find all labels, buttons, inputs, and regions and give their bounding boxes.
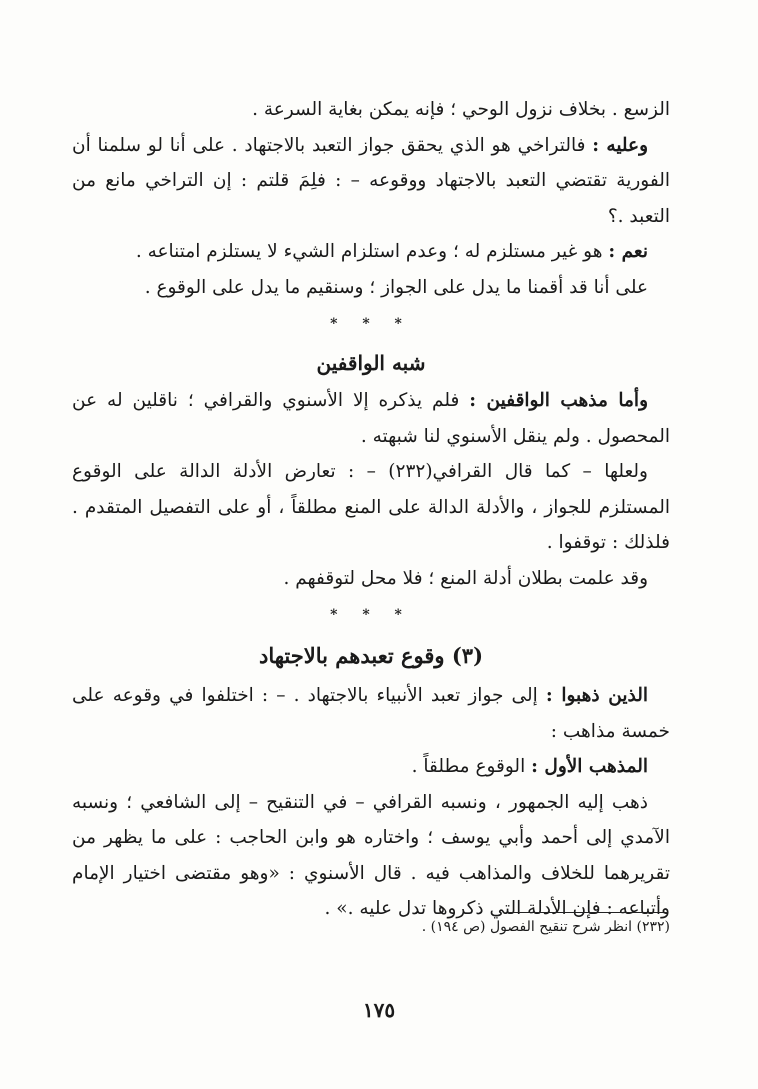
paragraph-lead: وعليه : — [592, 134, 649, 156]
paragraph: ذهب إليه الجمهور ، ونسبه القرافي – في التنقيح – إلى الشافعي ؛ ونسبه الآمدي إلى أحمد وأبي يوسف ؛ واختاره هو وابن الحاجب : على ما يظهر من تقريرهما للخلاف والمذاهب فيه . قال الأسنوي : «وهو مقتضى اختيار الإمام وأتباعه : فإن الأدلة التي ذكروها تدل عليه .» . — [72, 791, 670, 919]
paragraph: المذهب الأول : الوقوع مطلقاً . — [411, 756, 648, 777]
paragraph-lead: نعم : — [608, 241, 648, 262]
paragraph: ولعلها – كما قال القرافي(٢٣٢) – : تعارض الأدلة الدالة على الوقوع المستلزم للجواز ، والأدلة الدالة على المنع مطلقاً ، أو على التفصيل المتقدم . فلذلك : توقفوا . — [72, 461, 670, 553]
paragraph: نعم : هو غير مستلزم له ؛ وعدم استلزام الشيء لا يستلزم امتناعه . — [135, 241, 648, 262]
footnote: (٢٣٢) انظر شرح تنقيح الفصول (ص ١٩٤) . — [421, 919, 670, 935]
paragraph-lead: الذين ذهبوا : — [545, 685, 648, 706]
section-separator: * * * — [330, 316, 412, 332]
section-heading: شبه الواقفين — [316, 351, 426, 375]
paragraph: وعليه : فالتراخي هو الذي يحقق جواز التعبد بالاجتهاد . على أنا لو سلمنا أن الفورية تقتضي التعبد بالاجتهاد ووقوعه – : فلِمَ قلتم : إن التراخي مانع من التعبد .؟ — [72, 134, 670, 227]
paragraph-lead: وأما مذهب الواقفين : — [469, 390, 649, 411]
section-separator: * * * — [330, 607, 412, 623]
main-text — [72, 92, 670, 927]
page-number: ١٧٥ — [362, 998, 396, 1022]
footnote-divider — [508, 912, 668, 913]
paragraph: على أنا قد أقمنا ما يدل على الجواز ؛ وسنقيم ما يدل على الوقوع . — [144, 276, 648, 298]
paragraph: وقد علمت بطلان أدلة المنع ؛ فلا محل لتوقفهم . — [283, 567, 648, 589]
paragraph-lead: المذهب الأول : — [531, 756, 648, 777]
paragraph: وأما مذهب الواقفين : فلم يذكره إلا الأسنوي والقرافي ؛ ناقلين له عن المحصول . ولم ينقل الأسنوي لنا شبهته . — [72, 390, 670, 447]
paragraph: الذين ذهبوا : إلى جواز تعبد الأنبياء بالاجتهاد . – : اختلفوا في وقوعه على خمسة مذاهب : — [72, 685, 670, 742]
section-heading: (٣) وقوع تعبدهم بالاجتهاد — [259, 643, 483, 668]
paragraph: الزسع . بخلاف نزول الوحي ؛ فإنه يمكن بغاية السرعة . — [252, 99, 670, 120]
